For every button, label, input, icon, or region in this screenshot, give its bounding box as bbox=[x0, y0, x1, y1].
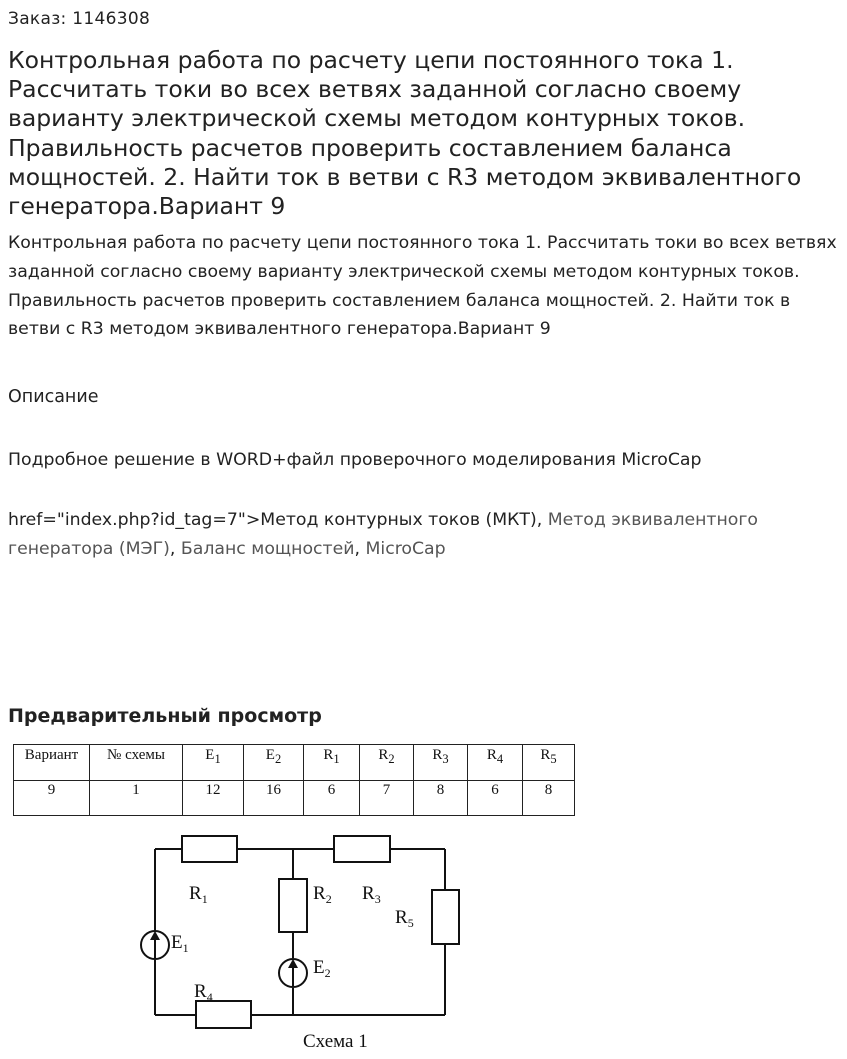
label-r3: $R_3$ bbox=[362, 883, 381, 906]
circuit-diagram bbox=[130, 825, 470, 1055]
scheme-caption: Схема 1 bbox=[303, 1031, 368, 1052]
cell-r1: 6 bbox=[304, 781, 360, 816]
cell-r2: 7 bbox=[360, 781, 414, 816]
label-e1: $E_1$ bbox=[171, 932, 189, 955]
tag-link-microcap[interactable]: MicroCap bbox=[365, 539, 446, 559]
label-r1: $R_1$ bbox=[189, 883, 208, 906]
label-r5: $R_5$ bbox=[395, 907, 414, 930]
tag-separator: , bbox=[354, 539, 366, 559]
tag-link-meg[interactable]: Метод эквивалентного генератора (МЭГ) bbox=[8, 510, 759, 559]
resistor-r5 bbox=[432, 890, 459, 944]
cell-e2: 16 bbox=[244, 781, 304, 816]
header-r1: $R_1$ bbox=[304, 745, 360, 781]
variant-table bbox=[13, 744, 575, 816]
header-e1: $E_1$ bbox=[183, 745, 244, 781]
resistor-r4 bbox=[196, 1001, 251, 1028]
cell-r3: 8 bbox=[414, 781, 468, 816]
label-e2: $E_2$ bbox=[313, 957, 331, 980]
label-r4: $R_4$ bbox=[194, 981, 213, 1004]
cell-scheme: 1 bbox=[90, 781, 183, 816]
tag-link-power-balance[interactable]: Баланс мощностей bbox=[180, 539, 355, 559]
resistor-r3 bbox=[334, 836, 390, 862]
preview-heading: Предварительный просмотр bbox=[8, 705, 322, 727]
description-text: Контрольная работа по расчету цепи постоянного тока 1. Рассчитать токи во всех ветвях заданной согласно своему варианту электрической схемы методом контурных токов. Правильность расчетов проверить составлением баланса мощностей. 2. Найти ток в ветви с R3 методом эквивалентного генератора.Вариант 9 bbox=[8, 233, 837, 340]
header-r4: $R_4$ bbox=[468, 745, 523, 781]
header-variant: Вариант bbox=[14, 745, 90, 781]
header-r3: $R_3$ bbox=[414, 745, 468, 781]
cell-e1: 12 bbox=[183, 781, 244, 816]
header-e2: $E_2$ bbox=[244, 745, 304, 781]
cell-r4: 6 bbox=[468, 781, 523, 816]
tag-separator: , bbox=[169, 539, 181, 559]
tag-list bbox=[8, 506, 843, 564]
tag-text-raw: href="index.php?id_tag=7">Метод контурных токов (МКТ), bbox=[8, 510, 548, 530]
cell-variant: 9 bbox=[14, 781, 90, 816]
table-header-row bbox=[14, 745, 575, 781]
header-r5: $R_5$ bbox=[523, 745, 575, 781]
table-row bbox=[14, 781, 575, 816]
resistor-r2 bbox=[279, 879, 307, 932]
cell-r5: 8 bbox=[523, 781, 575, 816]
description-label: Описание bbox=[8, 387, 99, 407]
page-title: Контрольная работа по расчету цепи постоянного тока 1. Рассчитать токи во всех ветвях заданной согласно своему варианту электрической схемы методом контурных токов. Правильность расчетов проверить составлением баланса мощностей. 2. Найти ток в ветви с R3 методом эквивалентного генератора.Вариант 9 bbox=[8, 46, 802, 221]
order-number: Заказ: 1146308 bbox=[8, 9, 151, 29]
header-scheme-number: № схемы bbox=[90, 745, 183, 781]
label-r2: $R_2$ bbox=[313, 883, 332, 906]
solution-details: Подробное решение в WORD+файл проверочного моделирования MicroCap bbox=[8, 450, 702, 470]
resistor-r1 bbox=[182, 836, 237, 862]
header-r2: $R_2$ bbox=[360, 745, 414, 781]
